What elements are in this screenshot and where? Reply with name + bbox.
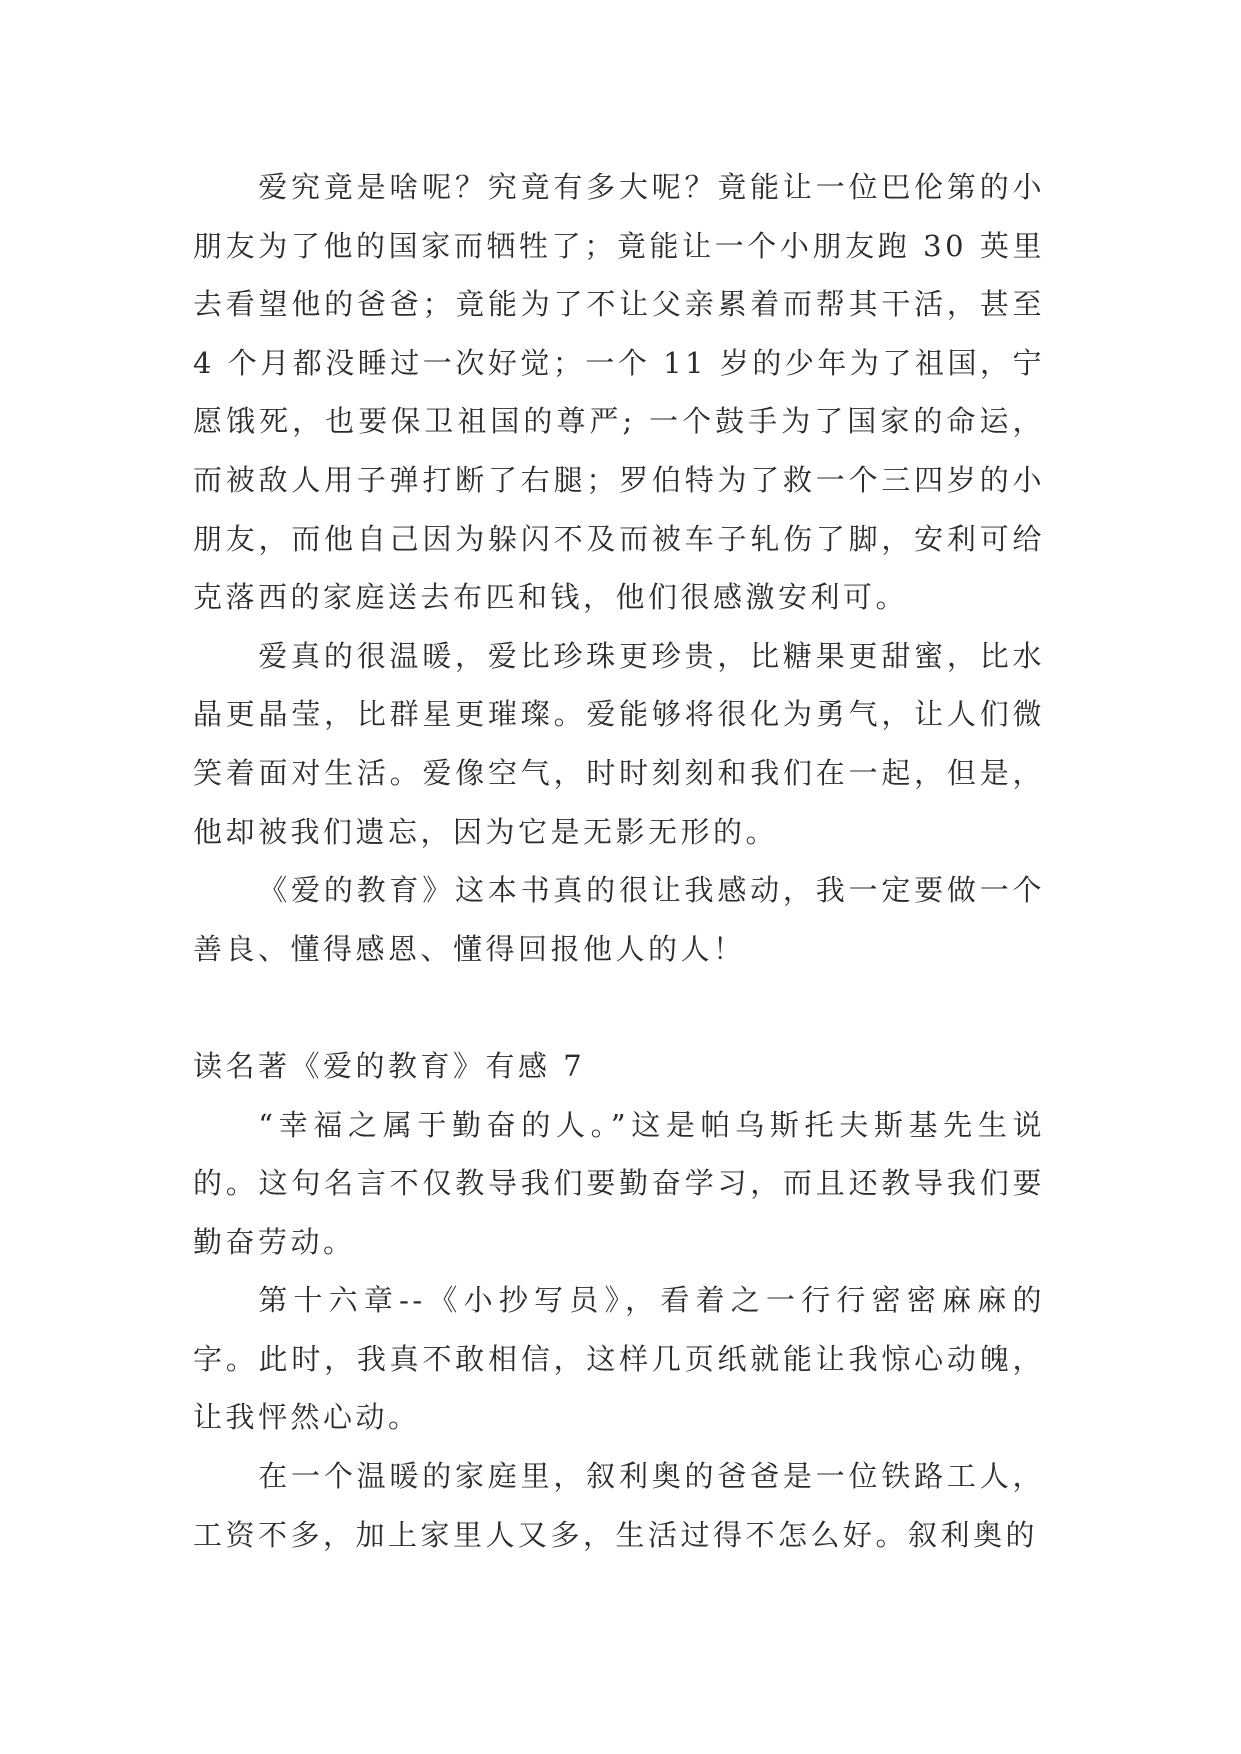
section-title: 读名著《爱的教育》有感 7	[193, 1048, 586, 1083]
paragraph-love-question: 爱究竟是啥呢？究竟有多大呢？竟能让一位巴伦第的小朋友为了他的国家而牺牲了；竟能让一个小朋友跑 30 英里去看望他的爸爸；竟能为了不让父亲累着而帮其干活，甚至 4 个月都没睡过一次好觉；一个 11 岁的少年为了祖国，宁愿饿死，也要保卫祖国的尊严; 一个鼓手为了国家的命运，而被敌人用子弹打断了右腿；罗伯特为了救一个三四岁的小朋友，而他自己因为躲闪不及而被车子轧伤了脚，安利可给克落西的家庭送去布匹和钱，他们很感激安利可。	[193, 170, 1045, 615]
paragraph-chapter-sixteen: 第十六章--《小抄写员》，看着之一行行密密麻麻的字。此时，我真不敢相信，这样几页纸就能让我惊心动魄，让我怦然心动。	[193, 1283, 1045, 1435]
paragraph-love-warmth: 爱真的很温暖，爱比珍珠更珍贵，比糖果更甜蜜，比水晶更晶莹，比群星更璀璨。爱能够将很化为勇气，让人们微笑着面对生活。爱像空气，时时刻刻和我们在一起，但是，他却被我们遗忘，因为它是无影无形的。	[193, 638, 1045, 849]
paragraph-warm-family: 在一个温暖的家庭里，叙利奥的爸爸是一位铁路工人，工资不多，加上家里人又多，生活过得不怎么好。叙利奥的	[193, 1459, 1045, 1552]
paragraph-happiness-quote: “幸福之属于勤奋的人。”这是帕乌斯托夫斯基先生说的。这句名言不仅教导我们要勤奋学习，而且还教导我们要勤奋劳动。	[193, 1107, 1045, 1259]
paragraph-book-moved: 《爱的教育》这本书真的很让我感动，我一定要做一个善良、懂得感恩、懂得回报他人的人！	[193, 873, 1045, 966]
document-body	[193, 158, 1045, 1564]
blank-line	[193, 978, 1045, 1037]
